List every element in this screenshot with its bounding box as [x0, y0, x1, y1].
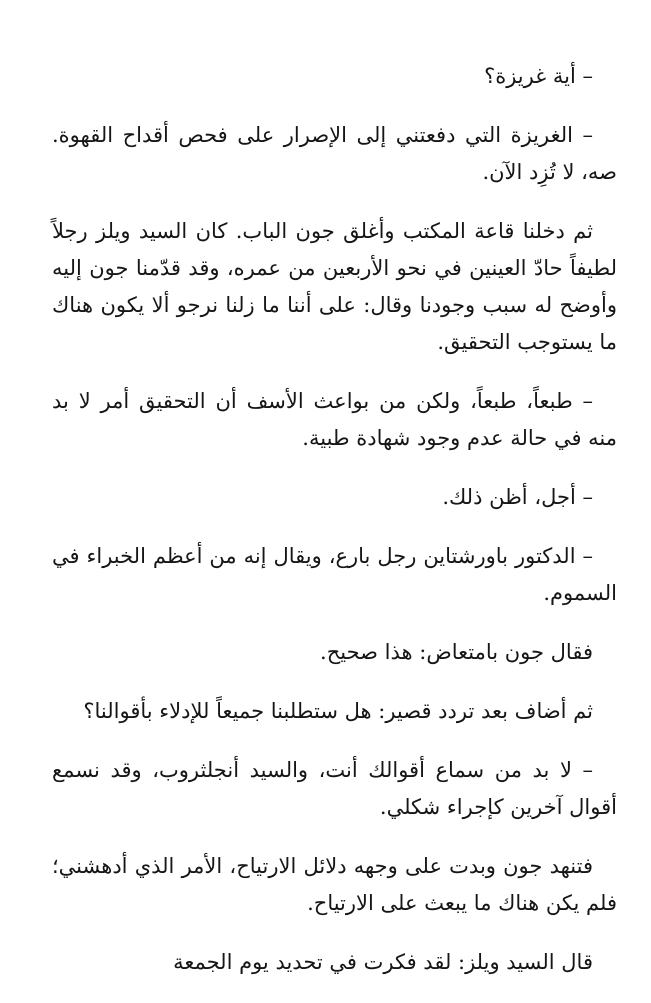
paragraph-1: – أية غريزة؟ [484, 64, 593, 88]
paragraph-7: فقال جون بامتعاض: هذا صحيح. [320, 640, 593, 664]
paragraph-8: ثم أضاف بعد تردد قصير: هل ستطلبنا جميعاً للإدلاء بأقوالنا؟ [83, 699, 593, 723]
paragraph-5: – أجل، أظن ذلك. [442, 485, 593, 509]
book-page [52, 58, 617, 1003]
paragraph-9: – لا بد من سماع أقوالك أنت، والسيد أنجلثروب، وقد نسمع أقوال آخرين كإجراء شكلي. [52, 758, 617, 819]
paragraph-4: – طبعاً، طبعاً، ولكن من بواعث الأسف أن التحقيق أمر لا بد منه في حالة عدم وجود شهادة طبية. [52, 389, 617, 450]
paragraph-6: – الدكتور باورشتاين رجل بارع، ويقال إنه من أعظم الخبراء في السموم. [52, 544, 617, 605]
paragraph-11: قال السيد ويلز: لقد فكرت في تحديد يوم الجمعة [173, 950, 593, 974]
paragraph-10: فتنهد جون وبدت على وجهه دلائل الارتياح، الأمر الذي أدهشني؛ فلم يكن هناك ما يبعث على الارتياح. [52, 854, 617, 915]
paragraph-2: – الغريزة التي دفعتني إلى الإصرار على فحص أقداح القهوة. صه، لا تُزِد الآن. [52, 123, 617, 184]
paragraph-3: ثم دخلنا قاعة المكتب وأغلق جون الباب. كان السيد ويلز رجلاً لطيفاً حادّ العينين في نحو الأربعين من عمره، وقد قدّمنا جون إليه وأوضح له سبب وجودنا وقال: على أننا ما زلنا نرجو ألا يكون هناك ما يستوجب التحقيق. [52, 219, 617, 354]
